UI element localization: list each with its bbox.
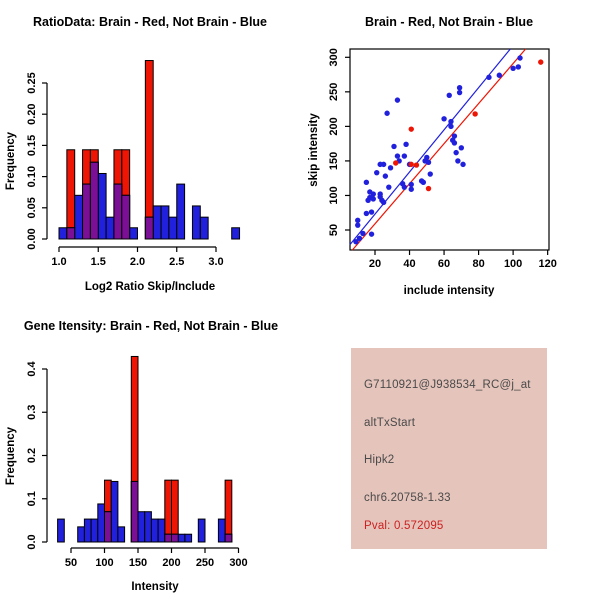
- scatter-y-tick-label: 300: [328, 48, 340, 67]
- scatter-point-blue: [459, 145, 464, 150]
- gene_hist-bar-blue: [111, 481, 118, 542]
- gene_hist-bar-red: [165, 480, 172, 542]
- gene-hist-title: Gene Itensity: Brain - Red, Not Brain - Blue: [23, 319, 279, 333]
- ratio_hist-x-tick-label: 2.5: [169, 256, 185, 268]
- scatter-point-blue: [402, 184, 407, 189]
- gene_hist-bar-overlap: [172, 534, 179, 542]
- scatter-point-blue: [381, 200, 386, 205]
- gene_hist-x-tick-label: 200: [162, 557, 181, 569]
- ratio_hist-y-tick-label: 0.10: [26, 165, 38, 188]
- scatter-point-blue: [395, 97, 400, 102]
- scatter-plot: [328, 48, 557, 270]
- gene_hist-bar-blue: [138, 512, 145, 542]
- ratio-hist-title: RatioData: Brain - Red, Not Brain - Blue: [32, 15, 268, 29]
- gene_hist-bar-blue: [185, 534, 192, 542]
- ratio_hist-plot: [26, 61, 240, 268]
- scatter-point-blue: [453, 150, 458, 155]
- scatter-point-blue: [364, 211, 369, 216]
- scatter-point-red: [472, 111, 477, 116]
- ratio_hist-x-tick-label: 3.0: [208, 256, 224, 268]
- gene_hist-y-tick-label: 0.0: [26, 534, 38, 550]
- ratio_hist-bar-red: [145, 61, 153, 239]
- scatter-y-tick-label: 150: [328, 151, 340, 171]
- gene-name-text: Hipk2: [364, 454, 395, 466]
- scatter-point-blue: [357, 236, 362, 241]
- gene_hist-bar-blue: [84, 519, 91, 542]
- scatter-point-blue: [403, 142, 408, 147]
- ratio_hist-bar-overlap: [90, 162, 98, 239]
- scatter-point-red: [393, 160, 398, 165]
- scatter-point-blue: [421, 180, 426, 185]
- scatter-point-blue: [460, 162, 465, 167]
- scatter-x-tick-label: 20: [368, 258, 382, 270]
- scatter-point-blue: [448, 119, 453, 124]
- scatter-point-blue: [388, 165, 393, 170]
- ratio_hist-x-tick-label: 1.5: [90, 256, 106, 268]
- pval-text: Pval: 0.572095: [364, 520, 444, 532]
- gene_hist-bar-overlap: [131, 481, 138, 542]
- scatter-point-red: [414, 162, 419, 167]
- scatter-point-blue: [374, 170, 379, 175]
- scatter-point-red: [409, 126, 414, 131]
- scatter-point-blue: [409, 187, 414, 192]
- locus-text: chr6.20758-1.33: [364, 492, 451, 504]
- ratio_hist-bar-overlap: [145, 217, 153, 239]
- ratio_hist-bar-overlap: [83, 184, 91, 239]
- gene_hist-y-tick-label: 0.2: [26, 447, 38, 464]
- scatter-point-blue: [455, 158, 460, 163]
- scatter-point-red: [409, 162, 414, 167]
- scatter-point-blue: [497, 73, 502, 78]
- gene_hist-y-tick-label: 0.3: [26, 404, 38, 420]
- gene_hist-bar-red: [225, 480, 232, 542]
- gene_hist-bar-blue: [158, 519, 165, 542]
- ratio_hist-bar-blue: [106, 217, 114, 239]
- gene-hist-ylabel: Frequency: [5, 426, 17, 486]
- gene_hist-bar-blue: [198, 519, 205, 542]
- event-type-text: altTxStart: [364, 417, 416, 429]
- scatter-x-tick-label: 60: [437, 258, 451, 270]
- scatter-point-red: [538, 59, 543, 64]
- ratio_hist-bar-blue: [59, 228, 67, 239]
- scatter-point-blue: [386, 184, 391, 189]
- gene_hist-x-tick-label: 300: [229, 557, 248, 569]
- ratio_hist-bar-blue: [232, 228, 240, 239]
- ratio-hist-xlabel: Log2 Ratio Skip/Include: [84, 281, 216, 293]
- scatter-point-blue: [510, 66, 515, 71]
- scatter-point-blue: [409, 182, 414, 187]
- scatter-point-blue: [369, 231, 374, 236]
- scatter-y-tick-label: 250: [328, 82, 340, 102]
- ratio_hist-bar-blue: [169, 217, 177, 239]
- scatter-frame: [350, 49, 549, 250]
- gene_hist-bar-overlap: [225, 534, 232, 542]
- ratio_hist-y-tick-label: 0.05: [26, 197, 38, 219]
- scatter-point-blue: [371, 196, 376, 201]
- scatter-point-blue: [367, 189, 372, 194]
- gene_hist-y-tick-label: 0.1: [26, 491, 38, 507]
- gene_hist-bar-overlap: [105, 512, 112, 542]
- scatter-point-blue: [448, 124, 453, 129]
- scatter-xlabel: include intensity: [403, 285, 495, 297]
- ratio_hist-bar-overlap: [114, 184, 122, 239]
- gene_hist-x-tick-label: 100: [95, 557, 114, 569]
- ratio_hist-bar-overlap: [122, 195, 130, 239]
- gene_hist-bar-blue: [218, 519, 225, 542]
- scatter-point-blue: [391, 144, 396, 149]
- scatter-point-blue: [426, 160, 431, 165]
- gene_hist-bar-blue: [145, 512, 152, 542]
- scatter-point-blue: [517, 55, 522, 60]
- scatter-point-blue: [452, 140, 457, 145]
- gene_hist-x-tick-label: 250: [195, 557, 215, 569]
- scatter-point-blue: [457, 90, 462, 95]
- gene_hist-x-tick-label: 50: [64, 557, 78, 569]
- probe-id-text: G7110921@J938534_RC@j_at: [364, 379, 531, 391]
- gene_hist-bar-blue: [118, 527, 125, 542]
- scatter-point-blue: [457, 85, 462, 90]
- ratio_hist-y-tick-label: 0.25: [26, 72, 38, 94]
- scatter-point-blue: [441, 116, 446, 121]
- scatter-ylabel: skip intensity: [308, 113, 320, 187]
- ratio_hist-bar-red: [67, 150, 75, 239]
- gene_hist-bar-blue: [78, 527, 85, 542]
- gene-hist-xlabel: Intensity: [131, 581, 179, 593]
- scatter-fitline-red: [352, 49, 525, 250]
- scatter-point-blue: [447, 93, 452, 98]
- scatter-point-blue: [355, 218, 360, 223]
- ratio_hist-y-tick-label: 0.20: [26, 103, 38, 125]
- scatter-point-blue: [355, 222, 360, 227]
- scatter-y-tick-label: 200: [328, 117, 340, 136]
- gene_hist-y-tick-label: 0.4: [26, 361, 38, 377]
- scatter-point-blue: [428, 171, 433, 176]
- scatter-point-blue: [516, 64, 521, 69]
- ratio_hist-bar-blue: [192, 206, 200, 239]
- gene_hist-bar-blue: [58, 519, 65, 542]
- scatter-point-blue: [424, 155, 429, 160]
- gene_hist-bar-blue: [151, 519, 158, 542]
- scatter-point-blue: [395, 153, 400, 158]
- scatter-title: Brain - Red, Not Brain - Blue: [364, 15, 534, 29]
- scatter-point-blue: [381, 162, 386, 167]
- gene_hist-x-tick-label: 150: [128, 557, 148, 569]
- scatter-x-tick-label: 100: [503, 258, 523, 270]
- scatter-point-blue: [384, 111, 389, 116]
- scatter-point-blue: [369, 209, 374, 214]
- ratio_hist-bar-blue: [177, 184, 185, 239]
- scatter-point-blue: [383, 173, 388, 178]
- ratio_hist-y-tick-label: 0.00: [26, 228, 38, 250]
- ratio-hist-ylabel: Frequency: [5, 131, 17, 191]
- scatter-point-blue: [360, 231, 365, 236]
- scatter-fitline-blue: [350, 49, 510, 245]
- info-panel: [351, 348, 547, 549]
- scatter-point-blue: [402, 153, 407, 158]
- scatter-y-tick-label: 100: [328, 186, 340, 205]
- scatter-point-blue: [364, 180, 369, 185]
- scatter-point-red: [426, 186, 431, 191]
- ratio_hist-bar-blue: [130, 228, 138, 239]
- ratio_hist-bar-blue: [153, 206, 161, 239]
- ratio_hist-x-tick-label: 2.0: [129, 256, 146, 268]
- gene_hist-bar-blue: [98, 504, 105, 542]
- ratio_hist-bar-blue: [200, 217, 208, 239]
- scatter-x-tick-label: 80: [472, 258, 485, 270]
- scatter-point-blue: [486, 75, 491, 80]
- ratio_hist-bar-blue: [98, 173, 106, 239]
- gene_hist-bar-overlap: [165, 534, 172, 542]
- ratio_hist-bar-blue: [161, 206, 169, 239]
- ratio_hist-x-tick-label: 1.0: [51, 256, 67, 268]
- scatter-x-tick-label: 120: [538, 258, 557, 270]
- gene_hist-plot: [26, 356, 248, 569]
- scatter-y-tick-label: 50: [328, 223, 340, 237]
- ratio_hist-y-tick-label: 0.15: [26, 134, 38, 157]
- gene_hist-bar-blue: [91, 519, 98, 542]
- ratio_hist-bar-overlap: [67, 228, 75, 239]
- gene_hist-bar-red: [172, 480, 179, 542]
- scatter-x-tick-label: 40: [403, 258, 416, 270]
- scatter-point-blue: [452, 133, 457, 138]
- gene_hist-bar-blue: [178, 534, 185, 542]
- ratio_hist-bar-blue: [75, 195, 83, 239]
